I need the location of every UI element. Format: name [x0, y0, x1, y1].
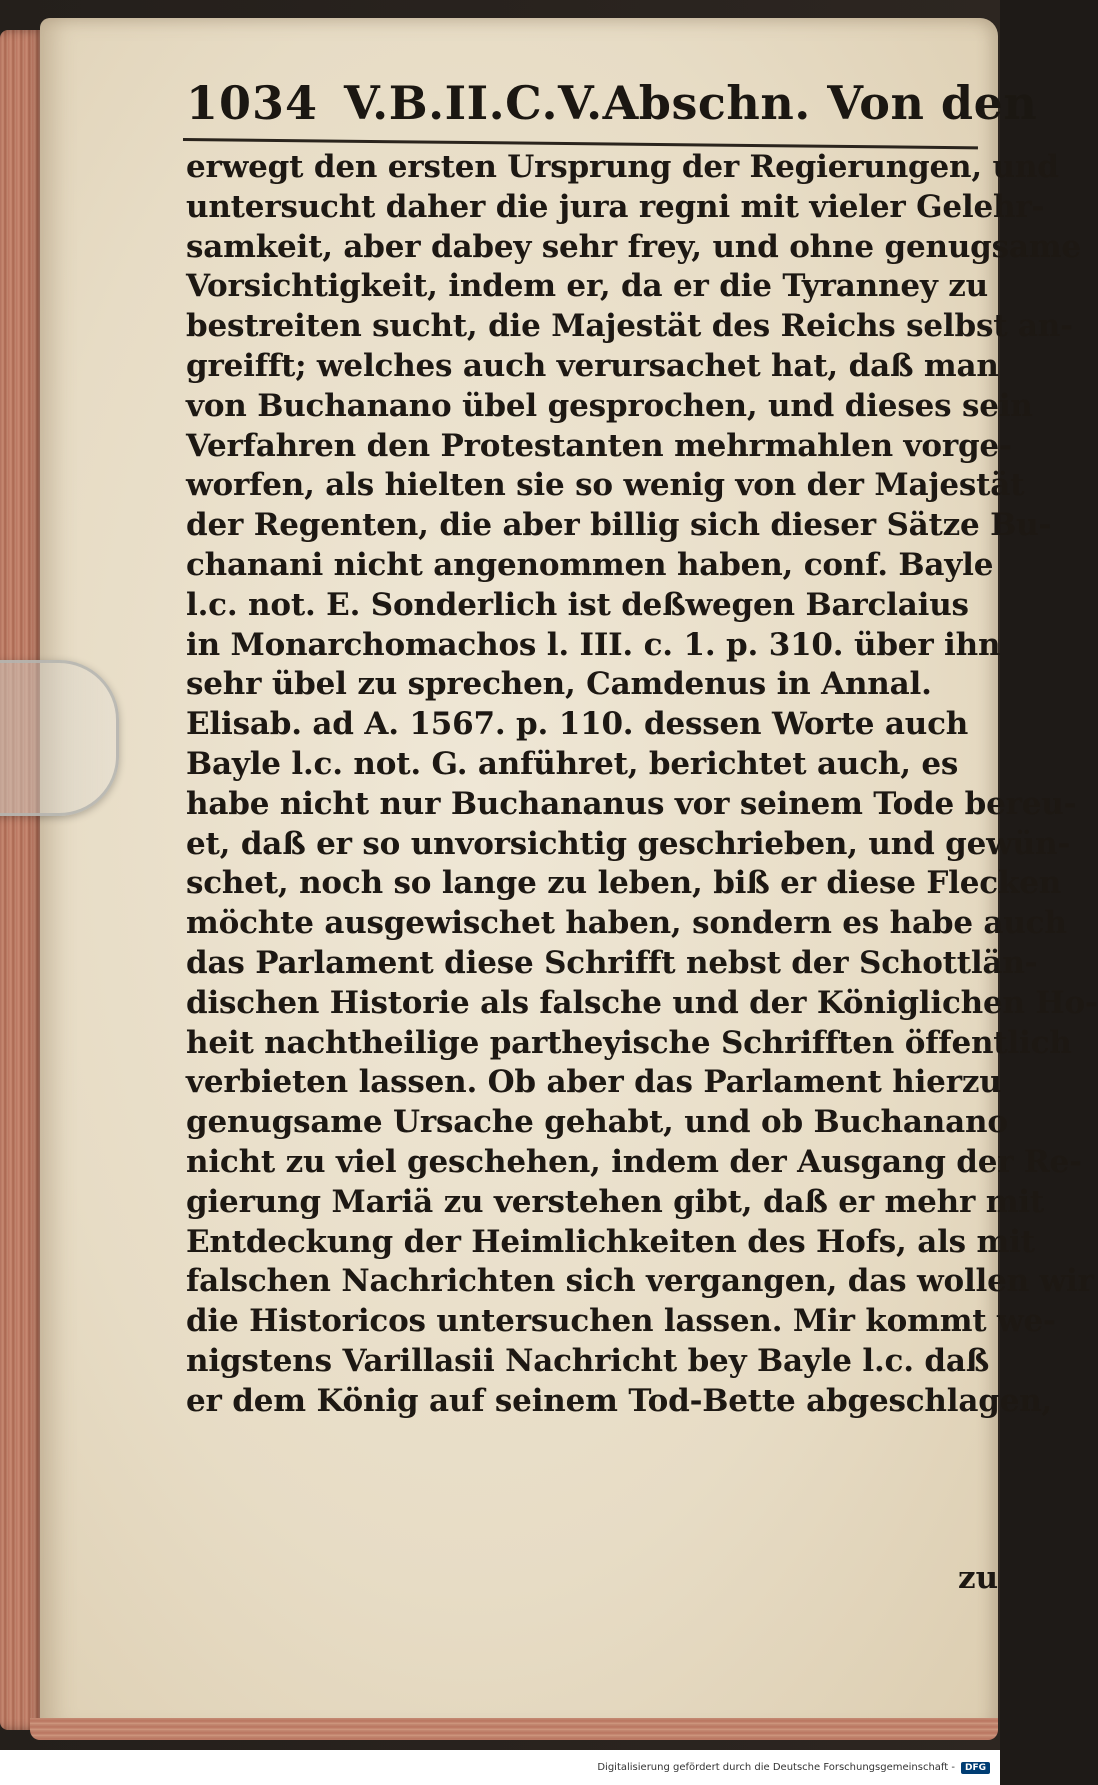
text-line: von Buchanano übel gesprochen, und dieses sein — [186, 387, 1033, 424]
text-line: bestreiten sucht, die Majestät des Reichs selbst an- — [186, 308, 1073, 345]
text-line: Bayle l.c. not. G. anführet, berichtet auch, es — [186, 745, 959, 782]
text-line: samkeit, aber dabey sehr frey, und ohne genugsame — [186, 228, 1081, 265]
digitization-footer — [0, 1750, 1000, 1785]
text-line: er dem König auf seinem Tod-Bette abgeschlagen, — [186, 1382, 1053, 1419]
text-line: die Historicos untersuchen lassen. Mir kommt we- — [186, 1303, 1056, 1340]
text-line: worfen, als hielten sie so wenig von der Majestät — [186, 467, 1025, 504]
catchword: zu — [958, 1560, 999, 1596]
text-line: l.c. not. E. Sonderlich ist deßwegen Barclaius — [186, 586, 969, 623]
running-head: V.B.II.C.V.Abschn. Von den — [344, 76, 1038, 130]
text-line: nicht zu viel geschehen, indem der Ausgang der Re- — [186, 1143, 1082, 1180]
text-line: et, daß er so unvorsichtig geschrieben, und gewün- — [186, 825, 1071, 862]
text-line: falschen Nachrichten sich vergangen, das wollen wir — [186, 1263, 1094, 1300]
footer-credit: Digitalisierung gefördert durch die Deutsche Forschungsgemeinschaft - — [597, 1762, 955, 1773]
text-line: habe nicht nur Buchananus vor seinem Tode bereu- — [186, 785, 1077, 822]
text-line: Vorsichtigkeit, indem er, da er die Tyranney zu — [186, 268, 989, 305]
text-line: der Regenten, die aber billig sich dieser Sätze Bu- — [186, 507, 1052, 544]
page-clip — [0, 660, 119, 816]
text-line: chanani nicht angenommen haben, conf. Bayle — [186, 546, 994, 583]
text-line: möchte ausgewischet haben, sondern es habe auch — [186, 905, 1067, 942]
body-text — [186, 148, 1098, 1618]
text-line: das Parlament diese Schrifft nebst der Schottlän- — [186, 944, 1038, 981]
text-line: greifft; welches auch verursachet hat, daß man — [186, 347, 999, 384]
text-line: Elisab. ad A. 1567. p. 110. dessen Worte auch — [186, 706, 969, 743]
text-line: gierung Mariä zu verstehen gibt, daß er mehr mit — [186, 1183, 1045, 1220]
page-header — [186, 76, 1038, 148]
book-bottom-edge — [30, 1718, 998, 1740]
text-line: verbieten lassen. Ob aber das Parlament hierzu — [186, 1064, 1002, 1101]
text-line: dischen Historie als falsche und der Königlichen Ho- — [186, 984, 1098, 1021]
page-number: 1034 — [186, 76, 319, 130]
text-line: genugsame Ursache gehabt, und ob Buchanano — [186, 1104, 1008, 1141]
text-line: sehr übel zu sprechen, Camdenus in Annal. — [186, 666, 932, 703]
text-line: nigstens Varillasii Nachricht bey Bayle l.c. daß — [186, 1342, 990, 1379]
text-line: heit nachtheilige partheyische Schrifften öffentlich — [186, 1024, 1072, 1061]
text-line: Verfahren den Protestanten mehrmahlen vorge- — [186, 427, 1012, 464]
text-line: untersucht daher die jura regni mit vieler Gelehr- — [186, 188, 1045, 225]
text-line: schet, noch so lange zu leben, biß er diese Flecken — [186, 865, 1062, 902]
text-line: erwegt den ersten Ursprung der Regierungen, und — [186, 149, 1059, 185]
dfg-logo: DFG — [961, 1762, 990, 1774]
book-fore-edge — [0, 30, 44, 1730]
text-line: in Monarchomachos l. III. c. 1. p. 310. über ihn — [186, 626, 1001, 663]
text-line: Entdeckung der Heimlichkeiten des Hofs, als mit — [186, 1223, 1035, 1260]
